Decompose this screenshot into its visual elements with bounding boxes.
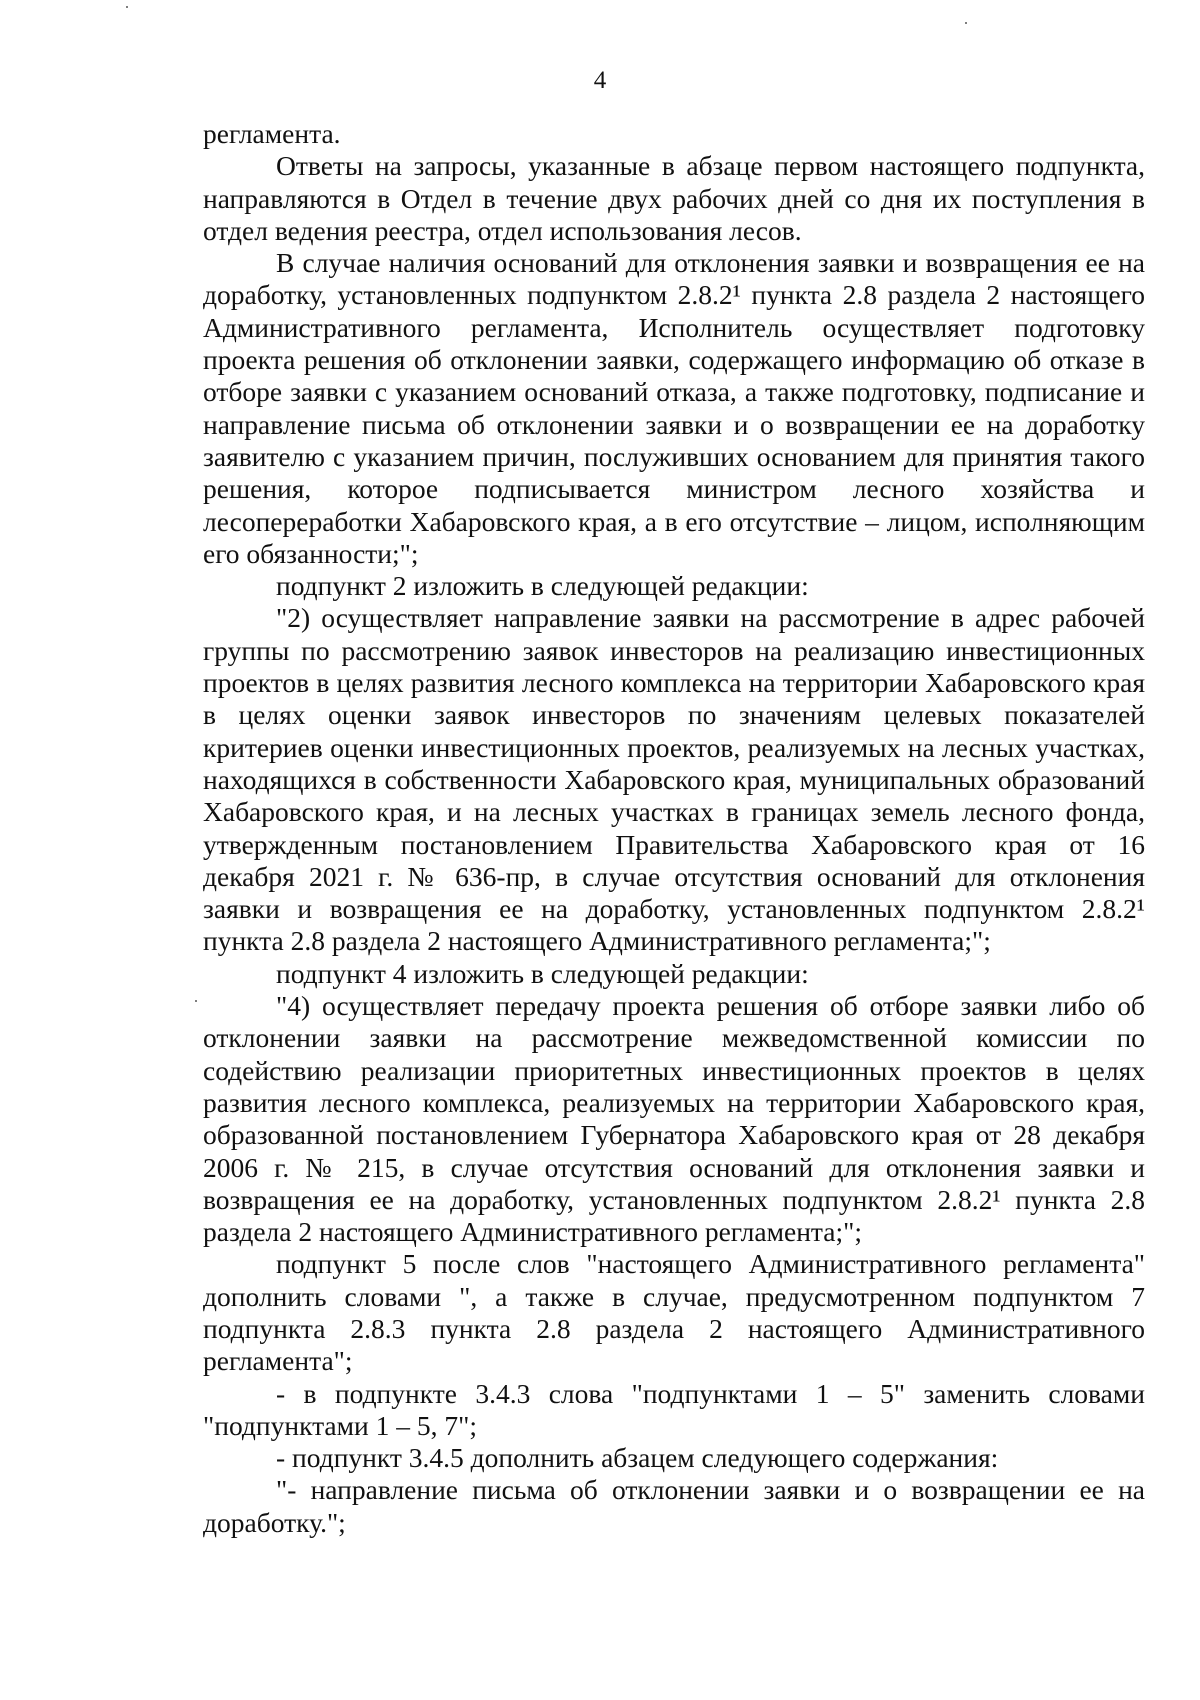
scan-speck [965, 22, 967, 24]
paragraph-2: Ответы на запросы, указанные в абзаце первом настоящего подпункта, направляются в Отдел в течение двух рабочих дней со дня их поступления в отдел ведения реестра, отдел использования лесов. [203, 150, 1145, 246]
paragraph-4: подпункт 2 изложить в следующей редакции: [276, 570, 809, 602]
paragraph-6: подпункт 4 изложить в следующей редакции: [276, 957, 809, 989]
scan-speck [126, 6, 128, 8]
paragraph-5: "2) осуществляет направление заявки на рассмотрение в адрес рабочей группы по рассмотрению заявок инвесторов на реализацию инвестиционных проектов в целях развития лесного комплекса на территории Хабаровского края в целях оценки заявок инвесторов по значениям целевых показателей критериев оценки инвестиционных проектов, реализуемых на лесных участках, находящихся в собственности Хабаровского края, муниципальных образований Хабаровского края, и на лесных участках в границах земель лесного фонда, утвержденным постановлением Правительства Хабаровского края от 16 декабря 2021 г. № 636-пр, в случае отсутствия оснований для отклонения заявки и возвращения ее на доработку, установленных подпунктом 2.8.2¹ пункта 2.8 раздела 2 настоящего Административного регламента;"; [203, 602, 1145, 957]
document-body [203, 118, 1145, 1539]
paragraph-1: регламента. [203, 118, 341, 149]
paragraph-8: подпункт 5 после слов "настоящего Административного регламента" дополнить словами ", а также в случае, предусмотренном подпунктом 7 подпункта 2.8.3 пункта 2.8 раздела 2 настоящего Административного регламента"; [203, 1248, 1145, 1377]
page-number: 4 [593, 67, 607, 94]
paragraph-11: "- направление письма об отклонении заявки и о возвращении ее на доработку."; [203, 1474, 1145, 1538]
paragraph-7: "4) осуществляет передачу проекта решения об отборе заявки либо об отклонении заявки на рассмотрение межведомственной комиссии по содействию реализации приоритетных инвестиционных проектов в целях развития лесного комплекса, реализуемых на территории Хабаровского края, образованной постановлением Губернатора Хабаровского края от 28 декабря 2006 г. № 215, в случае отсутствия оснований для отклонения заявки и возвращения ее на доработку, установленных подпунктом 2.8.2¹ пункта 2.8 раздела 2 настоящего Административного регламента;"; [203, 990, 1145, 1248]
scan-speck [195, 1000, 197, 1002]
paragraph-10: - подпункт 3.4.5 дополнить абзацем следующего содержания: [276, 1442, 999, 1474]
paragraph-3: В случае наличия оснований для отклонения заявки и возвращения ее на доработку, установленных подпунктом 2.8.2¹ пункта 2.8 раздела 2 настоящего Административного регламента, Исполнитель осуществляет подготовку проекта решения об отклонении заявки, содержащего информацию об отказе в отборе заявки с указанием оснований отказа, а также подготовку, подписание и направление письма об отклонении заявки и о возвращении ее на доработку заявителю с указанием причин, послуживших основанием для принятия такого решения, которое подписывается министром лесного хозяйства и лесопереработки Хабаровского края, а в его отсутствие – лицом, исполняющим его обязанности;"; [203, 247, 1145, 569]
paragraph-9: - в подпункте 3.4.3 слова "подпунктами 1 – 5" заменить словами "подпунктами 1 – 5, 7"; [203, 1377, 1145, 1441]
